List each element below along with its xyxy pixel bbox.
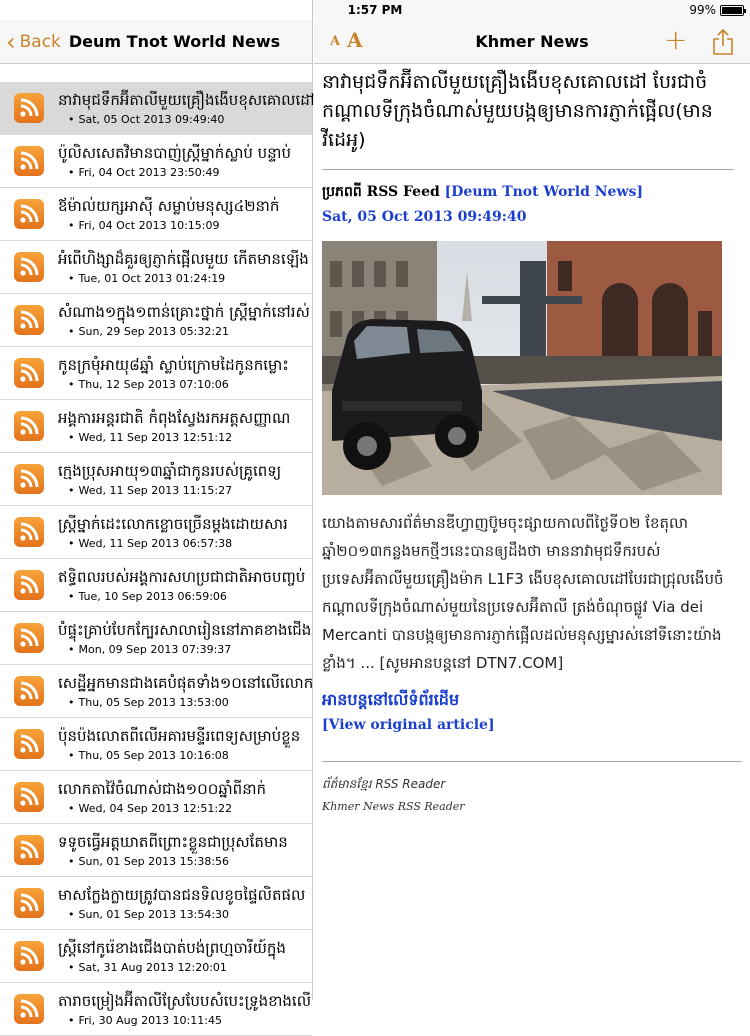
feed-item-date: • Thu, 12 Sep 2013 07:10:06 xyxy=(58,378,304,391)
rss-icon xyxy=(14,782,44,812)
decrease-font-button[interactable]: A xyxy=(330,34,341,49)
feed-item-title: ឪម៉ាល់យក្សអាស៊ី សម្លាប់មនុស្ស៤២នាក់ xyxy=(58,197,280,215)
footer-khmer: ព័ត៌មានខ្មែរ RSS Reader xyxy=(322,777,446,791)
article xyxy=(322,68,734,813)
article-body: យោងតាមសារព័ត៌មានឌីហ្វាញប៊ូមចុះផ្សាយកាលពីថ្ងៃទី០២ ខែតុលា ឆ្នាំ២០១៣កន្លងមកថ្មីៗនេះបានឲ្យដឹងថា មាននាវាមុជទឹករបស់ប្រទេសអ៊ីតាលីមួយគ្រឿងម៉ាក L1F3 ងើបខុសគោលដៅបែរជាជ្រុលងើបចំកណ្តាលទីក្រុងចំណាស់មួយនៃប្រទេសអ៊ីតាលី ត្រង់ចំណុចផ្លូវ Via dei Mercanti បានបង្កឲ្យមានការភ្ញាក់ផ្អើលដល់មនុស្សម្នារស់នៅទីនោះយ៉ាងខ្លាំង។ ... [សូមអានបន្តនៅ DTN7.COM] xyxy=(322,514,724,672)
feed-item-title: ស្ត្រីនៅកូរ៉េខាងជើងបាត់បង់ព្រហ្មចារីយ៍ក្នុង xyxy=(58,939,286,957)
feed-item-title: លោកតាវ៉ៃចំណាស់ជាង១០០ឆ្នាំពីនាក់ xyxy=(58,780,267,798)
article-date: Sat, 05 Oct 2013 09:49:40 xyxy=(322,209,527,225)
feed-item-title: សេដ្ឋីអ្នកមានជាងគេបំផុតទាំង១០នៅលើលោក xyxy=(58,674,314,692)
feed-item[interactable] xyxy=(0,983,312,1036)
rss-icon xyxy=(14,358,44,388)
detail-pane xyxy=(314,0,750,1000)
rss-icon xyxy=(14,199,44,229)
feed-item[interactable] xyxy=(0,612,312,665)
feed-item-date: • Fri, 04 Oct 2013 10:15:09 xyxy=(58,219,304,232)
rss-icon xyxy=(14,93,44,123)
feed-item-title: មាសក្លែងក្លាយត្រូវបានជនទិលខូចផ្ទៃលិតផល xyxy=(58,886,306,904)
rss-icon xyxy=(14,252,44,282)
view-original-link[interactable]: [View original article] xyxy=(322,717,495,733)
feed-item-date: • Fri, 04 Oct 2013 23:50:49 xyxy=(58,166,304,179)
rss-icon xyxy=(14,305,44,335)
feed-item[interactable] xyxy=(0,930,312,983)
article-photo xyxy=(322,241,722,495)
back-label: Back xyxy=(19,31,61,52)
rss-icon xyxy=(14,464,44,494)
master-pane xyxy=(0,0,315,1027)
feed-item-title: ប៉ូលិសសេតវិមានបាញ់ស្ត្រីម្នាក់ស្លាប់ បន្ទាប់ xyxy=(58,144,291,162)
feed-item[interactable] xyxy=(0,82,315,135)
footer-english: Khmer News RSS Reader xyxy=(322,800,465,813)
feed-item-title: ក្មេងប្រុសអាយុ១៣ឆ្នាំជាកូនរបស់គ្រូពេទ្យ xyxy=(58,462,282,480)
rss-icon xyxy=(14,676,44,706)
feed-item[interactable] xyxy=(0,347,312,400)
feed-item-date: • Fri, 30 Aug 2013 10:11:45 xyxy=(58,1014,304,1027)
feed-item-title: ឥទ្ធិពលរបស់អង្គការសហប្រជាជាតិអាចបញ្ចប់ xyxy=(58,568,306,586)
rss-icon xyxy=(14,729,44,759)
source-prefix: ប្រភពពី RSS Feed xyxy=(322,184,440,200)
feed-list xyxy=(0,82,315,1036)
feed-item-title: អង្គការអន្តរជាតិ កំពុងស្វែងរកអត្តសញ្ញាណ xyxy=(58,409,291,427)
rss-icon xyxy=(14,517,44,547)
divider xyxy=(322,169,734,170)
feed-item[interactable] xyxy=(0,718,312,771)
back-button[interactable] xyxy=(0,27,61,56)
feed-item-title: អំពើហិង្សាដ៏គួរឲ្យភ្ញាក់ផ្អើលមួយ កើតមានឡើង xyxy=(58,250,309,268)
feed-item-date: • Thu, 05 Sep 2013 13:53:00 xyxy=(58,696,304,709)
feed-item-date: • Thu, 05 Sep 2013 10:16:08 xyxy=(58,749,304,762)
chevron-left-icon: ‹ xyxy=(6,27,16,56)
feed-item-date: • Sat, 31 Aug 2013 12:20:01 xyxy=(58,961,304,974)
feed-item-date: • Wed, 11 Sep 2013 06:57:38 xyxy=(58,537,304,550)
feed-item-date: • Tue, 10 Sep 2013 06:59:06 xyxy=(58,590,304,603)
feed-item[interactable] xyxy=(0,824,312,877)
master-nav-bar xyxy=(0,20,312,64)
feed-item[interactable] xyxy=(0,665,312,718)
feed-item-date: • Sun, 29 Sep 2013 05:32:21 xyxy=(58,325,304,338)
feed-item-date: • Wed, 11 Sep 2013 11:15:27 xyxy=(58,484,304,497)
status-time: 1:57 PM xyxy=(347,3,403,17)
feed-item-date: • Mon, 09 Sep 2013 07:39:37 xyxy=(58,643,304,656)
rss-icon xyxy=(14,570,44,600)
photo-illustration xyxy=(322,241,722,495)
feed-item[interactable] xyxy=(0,135,312,188)
article-headline: នាវាមុជទឹកអ៊ីតាលីមួយគ្រឿងងើបខុសគោលដៅ បែរជាចំកណ្តាលទីក្រុងចំណាស់មួយបង្កឲ្យមានការភ្ញាក់ផ្អើល(មានវីដេអូ) xyxy=(322,71,713,151)
add-button[interactable]: + xyxy=(664,23,688,56)
feed-title: Deum Tnot World News xyxy=(68,32,281,51)
feed-item-title: កូនក្រមុំអាយុ៨ឆ្នាំ ស្លាប់ក្រោមដៃកូនកម្លោះ xyxy=(58,356,289,374)
feed-item-title: ស្ត្រីម្នាក់ដេះលោកខ្លោចច្រើនម្តងដោយសារ xyxy=(58,515,288,533)
rss-icon xyxy=(14,835,44,865)
feed-item-date: • Wed, 11 Sep 2013 12:51:12 xyxy=(58,431,304,444)
feed-item[interactable] xyxy=(0,400,312,453)
feed-item[interactable] xyxy=(0,506,312,559)
increase-font-button[interactable]: A xyxy=(347,28,363,52)
rss-icon xyxy=(14,146,44,176)
feed-item-title: ប៉ុនប៉ងលោតពីលើអគារមន្ទីរពេទ្យសម្រាប់ខ្លួន xyxy=(58,727,301,745)
rss-icon xyxy=(14,411,44,441)
feed-item[interactable] xyxy=(0,241,312,294)
feed-item[interactable] xyxy=(0,188,312,241)
feed-item-date: • Wed, 04 Sep 2013 12:51:22 xyxy=(58,802,304,815)
feed-item-title: តារាចម្រៀងអ៊ីតាលីស្រែបែបសំបេះទ្រូងខាងលើ xyxy=(58,992,311,1010)
feed-item-date: • Tue, 01 Oct 2013 01:24:19 xyxy=(58,272,304,285)
feed-item[interactable] xyxy=(0,559,312,612)
rss-icon xyxy=(14,941,44,971)
article-source xyxy=(322,182,734,203)
feed-item-title: សំណាង១ក្នុង១ពាន់គ្រោះថ្នាក់ ស្ត្រីម្នាក់នៅរស់ xyxy=(58,303,310,321)
feed-item[interactable] xyxy=(0,453,312,506)
feed-item[interactable] xyxy=(0,771,312,824)
rss-icon xyxy=(14,994,44,1024)
feed-item-date: • Sun, 01 Sep 2013 13:54:30 xyxy=(58,908,304,921)
feed-item-date: • Sat, 05 Oct 2013 09:49:40 xyxy=(58,113,304,126)
feed-item-title: នាវាមុជទឹកអ៊ីតាលីមួយគ្រឿងងើបខុសគោលដៅ xyxy=(58,91,315,109)
feed-item-title: បំផ្ទុះគ្រាប់បែកក្បែរសាលារៀននៅភាគខាងជើង xyxy=(58,621,312,639)
read-more-link[interactable]: អានបន្តនៅលើទំព័រដើម xyxy=(322,690,460,709)
feed-item-title: ទទូចធ្វើអត្តឃាតពីព្រោះខ្លួនជាប្រុសតែមាន xyxy=(58,833,288,851)
detail-title: Khmer News xyxy=(475,32,589,51)
feed-item-date: • Sun, 01 Sep 2013 15:38:56 xyxy=(58,855,304,868)
rss-icon xyxy=(14,623,44,653)
feed-item[interactable] xyxy=(0,294,312,347)
feed-item[interactable] xyxy=(0,877,312,930)
share-icon[interactable] xyxy=(712,28,734,56)
source-link[interactable]: [Deum Tnot World News] xyxy=(444,184,644,200)
battery-percent: 99% xyxy=(689,3,716,17)
footer-divider xyxy=(322,761,742,762)
detail-nav-bar xyxy=(314,20,750,64)
rss-icon xyxy=(14,888,44,918)
